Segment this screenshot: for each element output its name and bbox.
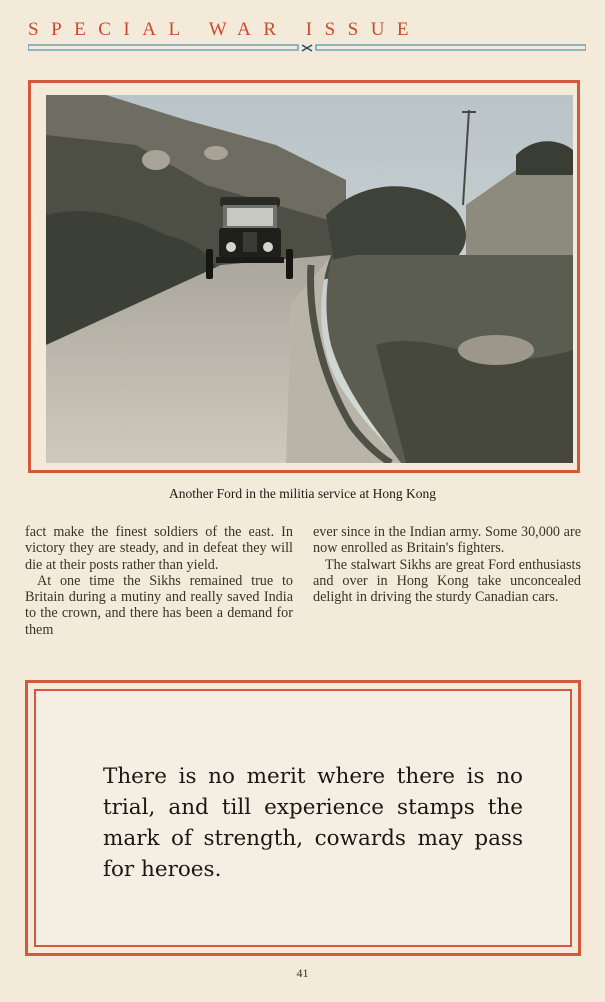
page-header [28, 18, 588, 54]
photo-frame [28, 80, 580, 473]
article-column-left [25, 524, 293, 638]
quote-text: There is no merit where there is no trial, and till experience stamps the mark of strength, cowards may pass for heroes. [103, 764, 523, 882]
quote-box [25, 680, 581, 956]
article-paragraph: ever since in the Indian army. Some 30,000 are now enrolled as Britain's fighters. [313, 524, 581, 557]
article-paragraph: fact make the finest soldiers of the east. In victory they are steady, and in defeat they will die at their posts rather than yield. [25, 524, 293, 573]
header-title: SPECIAL WAR ISSUE [28, 19, 422, 40]
ford-car-photo [46, 95, 573, 463]
article-column-right [313, 524, 581, 605]
header-rule [28, 44, 586, 52]
photo-caption: Another Ford in the militia service at Hong Kong [169, 486, 436, 501]
quote-box-inner [34, 689, 572, 947]
page-number: 41 [296, 966, 309, 980]
article-paragraph: The stalwart Sikhs are great Ford enthusiasts and over in Hong Kong take unconcealed delight in driving the sturdy Canadian cars. [313, 556, 581, 606]
article-paragraph: At one time the Sikhs remained true to Britain during a mutiny and really saved India to the crown, and there has been a demand for them [25, 572, 293, 638]
